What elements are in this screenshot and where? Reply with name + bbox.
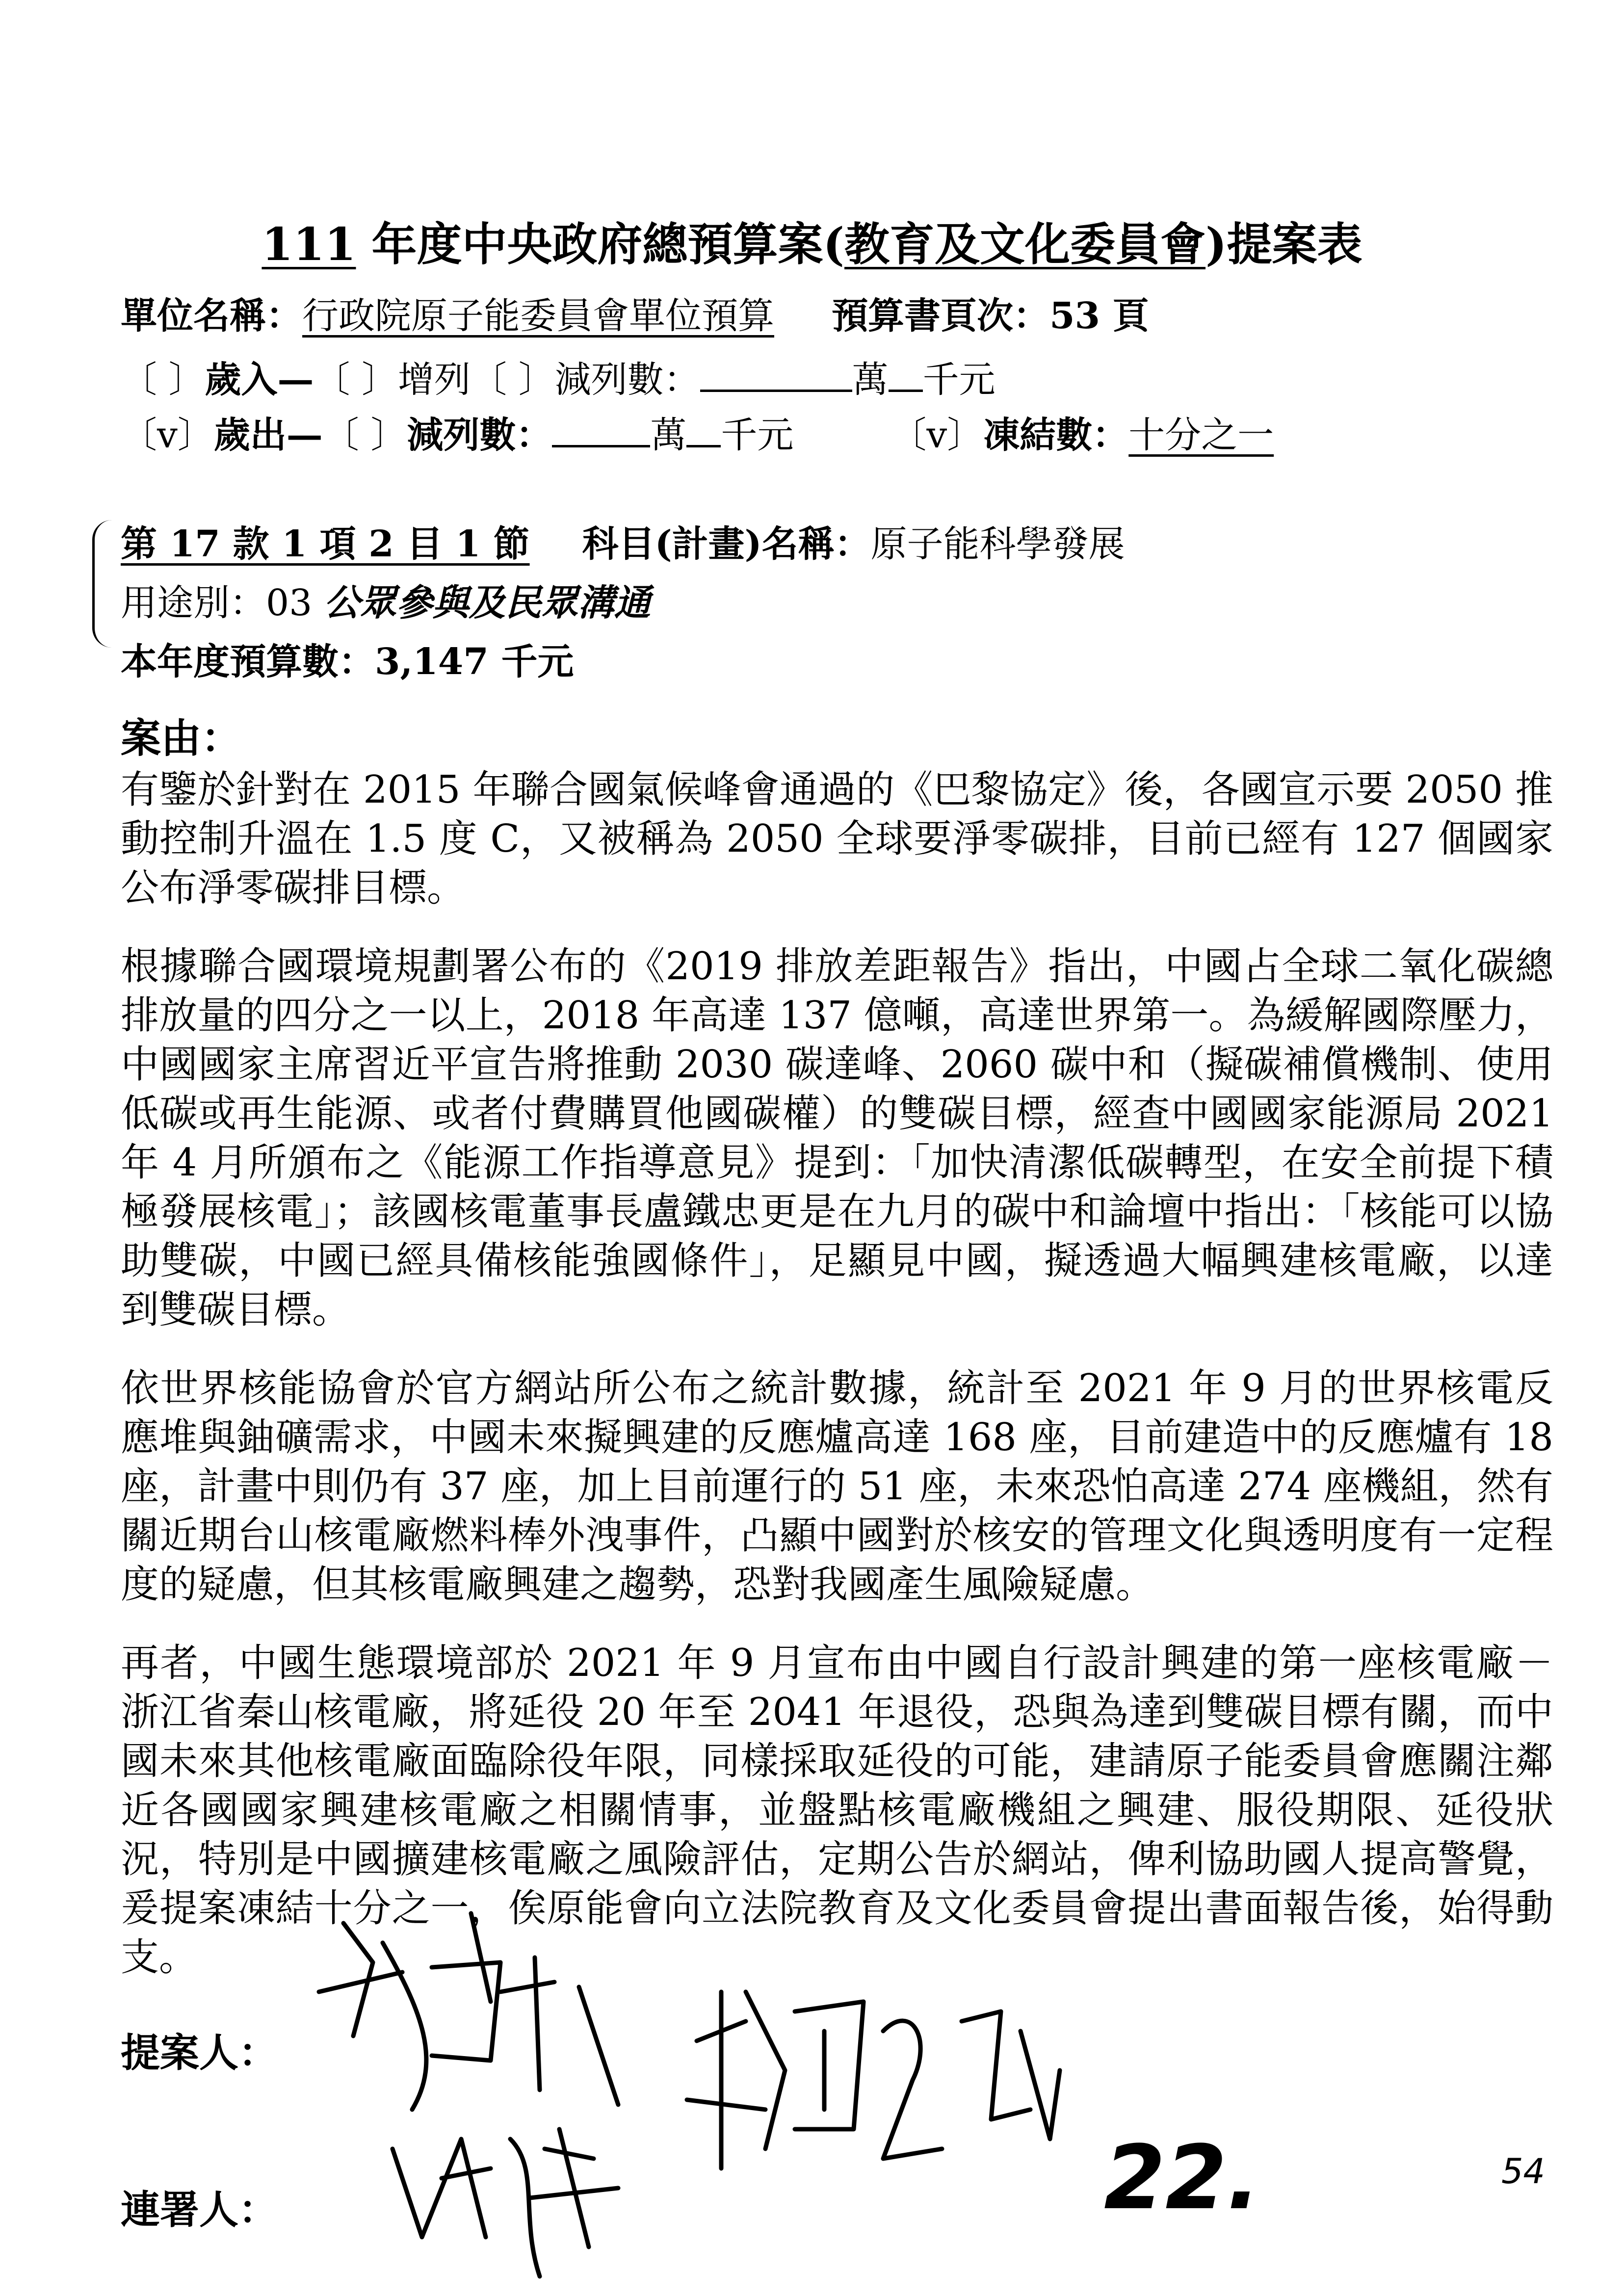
expense-checkbox: 〔v〕 (121, 414, 214, 456)
signature-3 (687, 1992, 1060, 2168)
signature-1 (319, 1913, 618, 2110)
signature-number: 22. (1104, 2127, 1260, 2229)
usage-label: 用途別：03 (121, 582, 324, 624)
unit-value: 行政院原子能委員會單位預算 (302, 295, 774, 337)
reason-paragraph: 根據聯合國環境規劃署公布的《2019 排放差距報告》指出，中國占全球二氧化碳總排放量的四分之一以上，2018 年高達 137 億噸，高達世界第一。為緩解國際壓力，中國國家主席習近平宣告將推動 2030 碳達峰、2060 碳中和（擬碳補償機制、使用低碳或再生能源、或者付費購買他國碳權）的雙碳目標，經查中國國家能源局 2021 年 4 月所頒布之《能源工作指導意見》提到：「加快清潔低碳轉型，在安全前提下積極發展核電」；該國核電董事長盧鐵忠更是在九月的碳中和論壇中指出：「核能可以協助雙碳，中國已經具備核能強國條件」，足顯見中國，擬透過大幅興建核電廠，以達到雙碳目標。 (121, 944, 1553, 1332)
item-name-value: 原子能科學發展 (870, 523, 1125, 565)
reason-paragraph: 再者，中國生態環境部於 2021 年 9 月宣布由中國自行設計興建的第一座核電廠－浙江省秦山核電廠，將延役 20 年至 2041 年退役，恐與為達到雙碳目標有關，而中國未來其他核電廠面臨除役年限，同樣採取延役的可能，建請原子能委員會應關注鄰近各國國家興建核電廠之相關情事，並盤點核電廠機組之興建、服役期限、延役狀況，特別是中國擴建核電廠之風險評估，定期公告於網站，俾利協助國人提高警覺，爰提案凍結十分之一，俟原能會向立法院教育及文化委員會提出書面報告後，始得動支。 (121, 1641, 1553, 1980)
revenue-add: 〔 〕增列 (314, 359, 471, 401)
revenue-checkbox: 〔 〕 (121, 359, 205, 401)
reason-paragraph: 依世界核能協會於官方網站所公布之統計數據，統計至 2021 年 9 月的世界核電反應堆與鈾礦需求，中國未來擬興建的反應爐高達 168 座，目前建造中的反應爐有 18 座，計畫中則仍有 37 座，加上目前運行的 51 座，未來恐怕高達 274 座機組，然有關近期台山核電廠燃料棒外洩事件，凸顯中國對於核安的管理文化與透明度有一定程度的疑慮，但其核電廠興建之趨勢，恐對我國產生風險疑慮。 (121, 1366, 1553, 1607)
proposer-label: 提案人： (121, 2030, 278, 2076)
page-number: 54 (1501, 2151, 1545, 2192)
cut-checkbox: 〔 〕 (322, 414, 407, 456)
item-code: 第 17 款 1 項 2 目 1 節 (121, 523, 530, 565)
title-post: )提案表 (1205, 218, 1362, 271)
freeze-value: 十分之一 (1128, 414, 1274, 456)
signature-2 (393, 2129, 618, 2276)
freeze-label: 凍結數： (983, 414, 1129, 456)
item-name-label: 科目(計畫)名稱： (582, 523, 871, 565)
qian: 千元 (922, 359, 995, 401)
title-pre: 年度中央政府總預算案( (356, 218, 845, 271)
usage-handwritten: 公眾參與及民眾溝通 (323, 582, 651, 624)
page-label: 預算書頁次： (832, 295, 1050, 337)
budget-label: 本年度預算數： (121, 641, 375, 683)
unit-label: 單位名稱： (121, 295, 302, 337)
cosigner-label: 連署人： (121, 2187, 278, 2233)
reason-heading: 案由： (121, 715, 242, 762)
expense-cut: 減列數： (407, 414, 552, 456)
wan: 萬 (650, 414, 687, 456)
title-committee: 教育及文化委員會 (844, 218, 1206, 271)
qian: 千元 (721, 414, 794, 456)
freeze-checkbox: 〔v〕 (890, 414, 984, 456)
revenue-label: 歲入— (205, 359, 314, 401)
expense-label: 歲出— (213, 414, 323, 456)
page-value: 53 頁 (1049, 295, 1149, 337)
wan: 萬 (852, 359, 889, 401)
budget-value: 3,147 千元 (375, 641, 574, 683)
reason-paragraph: 有鑒於針對在 2015 年聯合國氣候峰會通過的《巴黎協定》後，各國宣示要 2050 推動控制升溫在 1.5 度 C，又被稱為 2050 全球要淨零碳排，目前已經有 127 個國家公布淨零碳排目標。 (121, 768, 1553, 910)
revenue-cut: 〔 〕減列數： (471, 359, 700, 401)
title-year: 111 (262, 218, 356, 271)
